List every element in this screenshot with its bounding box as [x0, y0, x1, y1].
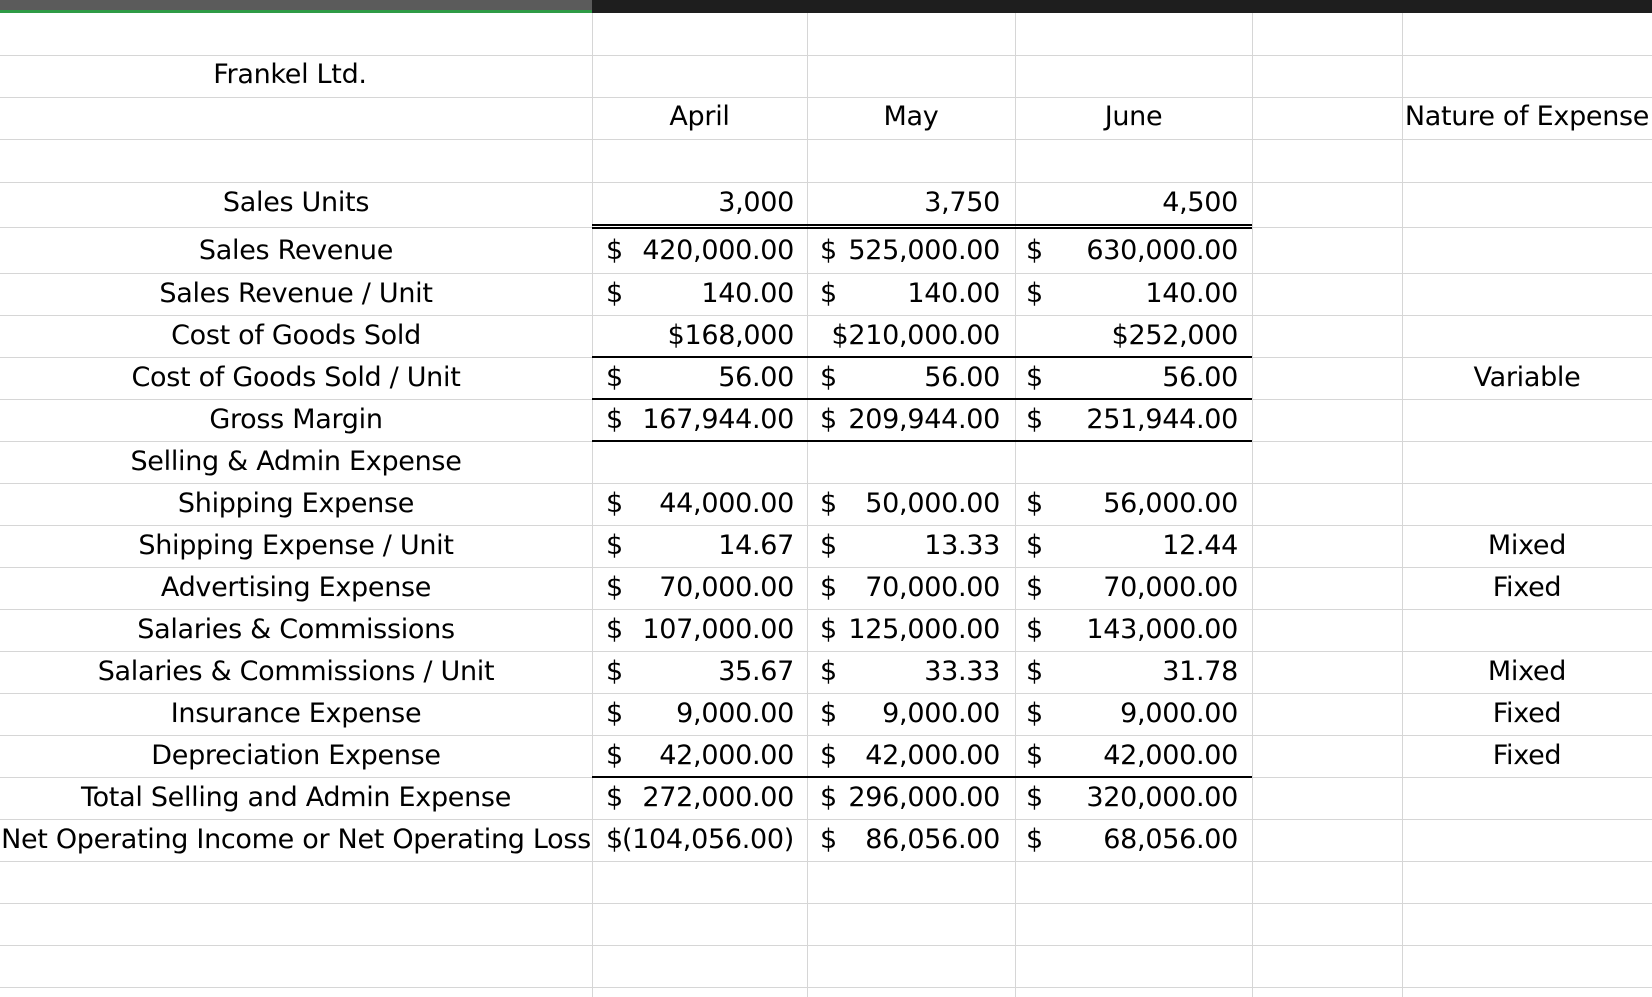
- nature-of-expense[interactable]: Fixed: [1492, 698, 1562, 729]
- june-currency[interactable]: $: [1026, 740, 1043, 771]
- june-value[interactable]: 9,000.00: [1120, 698, 1238, 729]
- june-value[interactable]: 42,000.00: [1103, 740, 1238, 771]
- row-label[interactable]: Shipping Expense: [177, 488, 415, 519]
- june-value[interactable]: [1016, 441, 1238, 483]
- row-label[interactable]: Depreciation Expense: [151, 740, 441, 771]
- table-row: [0, 483, 1652, 525]
- nature-of-expense[interactable]: [1402, 273, 1652, 315]
- row-label[interactable]: Sales Units: [222, 187, 370, 218]
- april-value[interactable]: 3,000: [718, 187, 794, 218]
- table-row: [0, 525, 1652, 567]
- nature-of-expense[interactable]: [1402, 441, 1652, 483]
- nature-of-expense[interactable]: [1402, 819, 1652, 861]
- row-label[interactable]: Salaries & Commissions: [137, 614, 455, 645]
- row-label[interactable]: Gross Margin: [209, 404, 383, 435]
- may-value[interactable]: 9,000.00: [882, 698, 1000, 729]
- june-currency[interactable]: $: [1026, 530, 1043, 561]
- title-row: [0, 54, 1652, 96]
- may-value[interactable]: 525,000.00: [848, 235, 1000, 266]
- june-value[interactable]: 56,000.00: [1103, 488, 1238, 519]
- table-row: [0, 182, 1652, 224]
- row-label[interactable]: Sales Revenue / Unit: [159, 278, 433, 309]
- june-value[interactable]: 68,056.00: [1103, 824, 1238, 855]
- april-value[interactable]: 420,000.00: [642, 235, 794, 266]
- april-currency[interactable]: $: [606, 614, 623, 645]
- nature-of-expense[interactable]: [1402, 399, 1652, 441]
- may-value[interactable]: 50,000.00: [865, 488, 1000, 519]
- may-currency[interactable]: $: [820, 824, 837, 855]
- row-label[interactable]: Salaries & Commissions / Unit: [97, 656, 495, 687]
- table-row: [0, 567, 1652, 609]
- may-value[interactable]: 86,056.00: [865, 824, 1000, 855]
- april-currency[interactable]: $: [606, 740, 623, 771]
- table-row: [0, 441, 1652, 483]
- may-currency[interactable]: $: [820, 235, 837, 266]
- june-currency[interactable]: $: [1026, 572, 1043, 603]
- selected-column-indicator: [0, 10, 592, 13]
- table-row: [0, 693, 1652, 735]
- may-value[interactable]: 56.00: [924, 362, 1000, 393]
- table-row: [0, 609, 1652, 651]
- april-currency[interactable]: $: [606, 278, 623, 309]
- may-value[interactable]: 42,000.00: [865, 740, 1000, 771]
- may-value[interactable]: 13.33: [924, 530, 1000, 561]
- june-value[interactable]: 320,000.00: [1086, 782, 1238, 813]
- table-row: [0, 819, 1652, 861]
- may-value[interactable]: $210,000.00: [831, 320, 1000, 351]
- june-currency[interactable]: $: [1026, 235, 1043, 266]
- june-currency[interactable]: $: [1026, 404, 1043, 435]
- grid-hline: [0, 987, 1652, 988]
- may-currency[interactable]: $: [820, 698, 837, 729]
- nature-of-expense[interactable]: Fixed: [1492, 572, 1562, 603]
- nature-of-expense[interactable]: [1402, 777, 1652, 819]
- april-value[interactable]: 42,000.00: [659, 740, 794, 771]
- april-currency[interactable]: $: [606, 404, 623, 435]
- may-value[interactable]: 296,000.00: [848, 782, 1000, 813]
- april-value[interactable]: 107,000.00: [642, 614, 794, 645]
- june-currency[interactable]: $: [1026, 488, 1043, 519]
- april-value[interactable]: 56.00: [718, 362, 794, 393]
- june-currency[interactable]: $: [1026, 782, 1043, 813]
- grid-hline: [0, 945, 1652, 946]
- april-value[interactable]: 140.00: [701, 278, 794, 309]
- may-currency[interactable]: $: [820, 362, 837, 393]
- may-currency[interactable]: $: [820, 782, 837, 813]
- nature-of-expense[interactable]: [1402, 609, 1652, 651]
- may-value[interactable]: [808, 441, 1000, 483]
- nature-of-expense[interactable]: [1402, 182, 1652, 224]
- april-value[interactable]: 272,000.00: [642, 782, 794, 813]
- june-value[interactable]: 12.44: [1162, 530, 1238, 561]
- april-currency[interactable]: $: [606, 572, 623, 603]
- grid-hline: [0, 903, 1652, 904]
- row-label[interactable]: Cost of Goods Sold: [171, 320, 421, 351]
- june-currency[interactable]: $: [1026, 614, 1043, 645]
- grid-hline: [0, 861, 1652, 862]
- may-value[interactable]: 33.33: [924, 656, 1000, 687]
- april-value[interactable]: 14.67: [718, 530, 794, 561]
- column-header-may[interactable]: May: [883, 101, 939, 132]
- april-currency[interactable]: $: [606, 362, 623, 393]
- june-value[interactable]: $252,000: [1111, 320, 1238, 351]
- june-value[interactable]: 70,000.00: [1103, 572, 1238, 603]
- june-value[interactable]: 56.00: [1162, 362, 1238, 393]
- row-label[interactable]: Shipping Expense / Unit: [138, 530, 454, 561]
- table-row: [0, 315, 1652, 357]
- table-row: [0, 735, 1652, 777]
- may-currency[interactable]: $: [820, 656, 837, 687]
- nature-of-expense[interactable]: Mixed: [1487, 656, 1567, 687]
- may-currency[interactable]: $: [820, 614, 837, 645]
- company-title[interactable]: Frankel Ltd.: [213, 59, 367, 90]
- nature-of-expense[interactable]: [1402, 230, 1652, 272]
- may-currency[interactable]: $: [820, 572, 837, 603]
- may-currency[interactable]: $: [820, 740, 837, 771]
- june-value[interactable]: 251,944.00: [1086, 404, 1238, 435]
- table-row: [0, 651, 1652, 693]
- april-currency[interactable]: $: [606, 824, 623, 855]
- june-value[interactable]: 4,500: [1162, 187, 1238, 218]
- may-value[interactable]: 140.00: [907, 278, 1000, 309]
- table-row: [0, 357, 1652, 399]
- grid-hline: [0, 139, 1652, 140]
- june-currency[interactable]: $: [1026, 278, 1043, 309]
- may-value[interactable]: 3,750: [924, 187, 1000, 218]
- april-currency[interactable]: $: [606, 698, 623, 729]
- nature-of-expense[interactable]: Mixed: [1487, 530, 1567, 561]
- june-currency[interactable]: $: [1026, 362, 1043, 393]
- june-value[interactable]: 31.78: [1162, 656, 1238, 687]
- april-value[interactable]: 35.67: [718, 656, 794, 687]
- column-header-strip-right: [592, 0, 1652, 13]
- row-label[interactable]: Advertising Expense: [160, 572, 432, 603]
- nature-of-expense[interactable]: [1402, 315, 1652, 357]
- may-value[interactable]: 70,000.00: [865, 572, 1000, 603]
- table-row: [0, 399, 1652, 441]
- may-value[interactable]: 209,944.00: [848, 404, 1000, 435]
- may-value[interactable]: 125,000.00: [848, 614, 1000, 645]
- row-label[interactable]: Selling & Admin Expense: [130, 446, 462, 477]
- column-header-nature[interactable]: Nature of Expense: [1404, 101, 1650, 132]
- table-row: [0, 273, 1652, 315]
- april-value[interactable]: 70,000.00: [659, 572, 794, 603]
- april-value[interactable]: 44,000.00: [659, 488, 794, 519]
- june-currency[interactable]: $: [1026, 656, 1043, 687]
- april-currency[interactable]: $: [606, 235, 623, 266]
- june-value[interactable]: 143,000.00: [1086, 614, 1238, 645]
- april-value[interactable]: $168,000: [667, 320, 794, 351]
- may-currency[interactable]: $: [820, 278, 837, 309]
- row-label[interactable]: Sales Revenue: [198, 235, 394, 266]
- june-value[interactable]: 140.00: [1145, 278, 1238, 309]
- june-currency[interactable]: $: [1026, 698, 1043, 729]
- cell-border: [592, 224, 1252, 229]
- table-row: [0, 777, 1652, 819]
- april-currency[interactable]: $: [606, 656, 623, 687]
- april-value[interactable]: [600, 441, 794, 483]
- row-label[interactable]: Insurance Expense: [170, 698, 422, 729]
- april-currency[interactable]: $: [606, 530, 623, 561]
- april-value[interactable]: 167,944.00: [642, 404, 794, 435]
- april-value[interactable]: (104,056.00): [621, 824, 794, 855]
- april-value[interactable]: 9,000.00: [676, 698, 794, 729]
- may-currency[interactable]: $: [820, 530, 837, 561]
- june-currency[interactable]: $: [1026, 824, 1043, 855]
- header-row: [0, 96, 1652, 138]
- may-currency[interactable]: $: [820, 488, 837, 519]
- may-currency[interactable]: $: [820, 404, 837, 435]
- table-row: [0, 230, 1652, 272]
- nature-of-expense[interactable]: Variable: [1473, 362, 1581, 393]
- column-header-june[interactable]: June: [1104, 101, 1163, 132]
- row-label[interactable]: Total Selling and Admin Expense: [80, 782, 512, 813]
- row-label[interactable]: Net Operating Income or Net Operating Loss: [1, 824, 591, 855]
- april-currency[interactable]: $: [606, 782, 623, 813]
- april-currency[interactable]: $: [606, 488, 623, 519]
- column-header-strip-left: [0, 0, 592, 10]
- row-label[interactable]: Cost of Goods Sold / Unit: [131, 362, 461, 393]
- column-header-april[interactable]: April: [669, 101, 730, 132]
- june-value[interactable]: 630,000.00: [1086, 235, 1238, 266]
- nature-of-expense[interactable]: Fixed: [1492, 740, 1562, 771]
- nature-of-expense[interactable]: [1402, 483, 1652, 525]
